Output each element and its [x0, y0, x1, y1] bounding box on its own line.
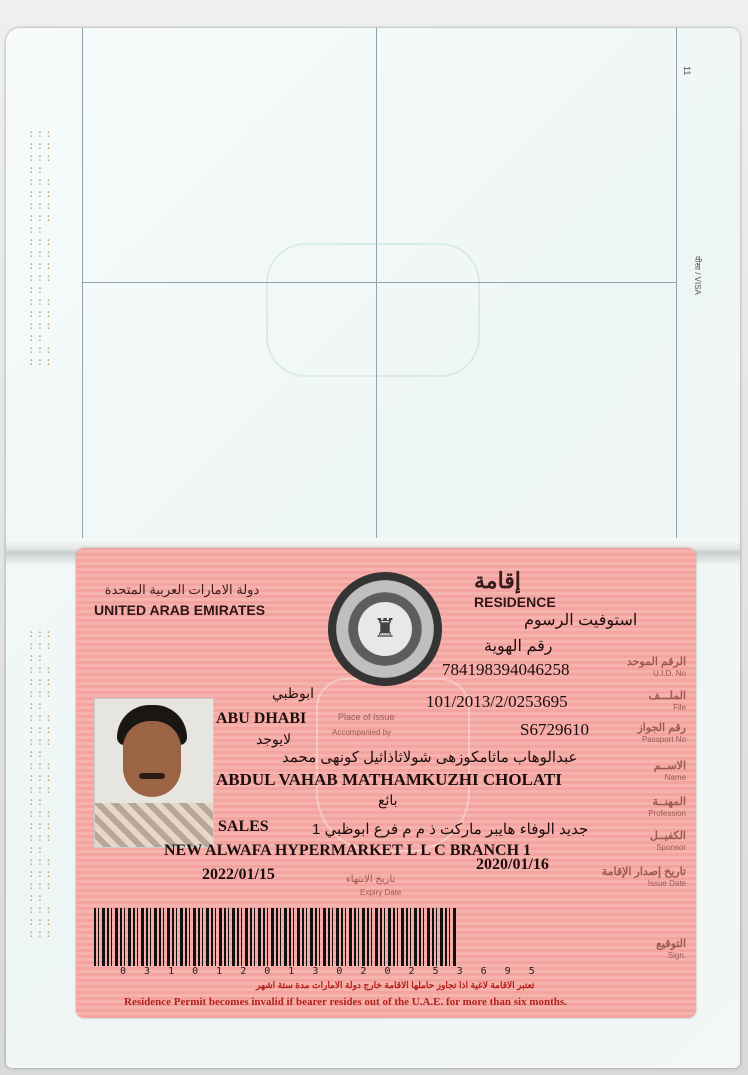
uae-emblem-seal	[328, 572, 442, 686]
barcode	[94, 908, 456, 966]
country-name-english: UNITED ARAB EMIRATES	[94, 602, 266, 618]
fee-paid-arabic: استوفيت الرسوم	[524, 612, 638, 629]
perforation-dots: ::: ::: :: ::: ::: ::: :: ::: ::: ::: :: ::: ::: ::: :: ::: ::: ::: :: ::: ::: ::: :: ::: ::: :::	[28, 627, 54, 940]
residence-title-arabic: إقامة	[474, 568, 521, 593]
profession-arabic: بائع	[378, 792, 398, 808]
passport-label: رقم الجواز Passport No	[637, 722, 686, 744]
uid-number: 784198394046258	[442, 660, 570, 679]
perforation-dots: ::: ::: ::: :: ::: ::: ::: ::: :: ::: ::: ::: ::: :: ::: ::: ::: :: ::: :::	[28, 127, 54, 368]
expiry-label: Expiry Date	[360, 888, 402, 897]
issue-date: 2020/01/16	[476, 856, 549, 873]
validity-warning: Residence Permit becomes invalid if bearer resides out of the U.A.E. for more than six months.	[124, 996, 567, 1008]
residence-title-english: RESIDENCE	[474, 594, 556, 610]
issue-date-label: تاريخ إصدار الإقامة Issue Date	[601, 866, 686, 888]
id-number-label-arabic: رقم الهوية	[484, 638, 553, 655]
residence-permit-card	[76, 548, 696, 1018]
accompanied-by-label: Accompanied by	[332, 728, 392, 737]
file-number: 101/2013/2/0253695	[426, 692, 568, 711]
expiry-date: 2022/01/15	[202, 866, 275, 883]
sponsor-arabic: جديد الوفاء هايبر ماركت ذ م م فرع ابوظبي 1	[312, 821, 589, 838]
holder-name-arabic: عبدالوهاب ماثامكوزهى شولاثاذاثيل كونهى محمد	[282, 749, 578, 766]
grid-line	[82, 28, 83, 538]
emblem-watermark	[266, 243, 480, 377]
holder-name: ABDUL VAHAB MATHAMKUZHI CHOLATI	[216, 770, 562, 789]
sponsor: NEW ALWAFA HYPERMARKET L L C BRANCH 1	[164, 842, 532, 859]
place-of-issue-arabic: ابوظبي	[272, 687, 315, 702]
page-number: 11	[682, 66, 692, 76]
place-of-issue: ABU DHABI	[216, 710, 307, 727]
falcon-icon: ♜	[358, 602, 412, 656]
profession-label: المهنــة Profession	[648, 796, 686, 818]
sign-label: التوقيع Sign.	[656, 938, 686, 960]
accompanied-by-value: لايوجد	[256, 733, 292, 748]
file-label: الملـــف File	[648, 690, 686, 712]
barcode-number: 0 3 1 0 1 2 0 1 3 0 2 0 2 5 3 6 9 5	[120, 966, 541, 977]
country-name-arabic: دولة الامارات العربية المتحدة	[104, 582, 260, 597]
holder-photo	[94, 698, 214, 848]
passport-number: S6729610	[520, 720, 589, 739]
uid-label: الرقم الموحد U.I.D. No	[626, 656, 686, 678]
expiry-label-arabic: تاريخ الانتهاء	[346, 874, 396, 885]
grid-line	[676, 28, 677, 538]
place-of-issue-label: Place of Issue	[338, 712, 395, 722]
profession: SALES	[218, 818, 269, 835]
sponsor-label: الكفيــل Sponsor	[649, 830, 686, 852]
name-label: الاســم Name	[653, 760, 686, 782]
visa-side-label: वीसा / VISA	[693, 256, 702, 295]
validity-warning-arabic: تعتبر الاقامة لاغية اذا تجاوز حاملها الاقامة خارج دولة الامارات مدة ستة اشهر	[256, 980, 535, 990]
